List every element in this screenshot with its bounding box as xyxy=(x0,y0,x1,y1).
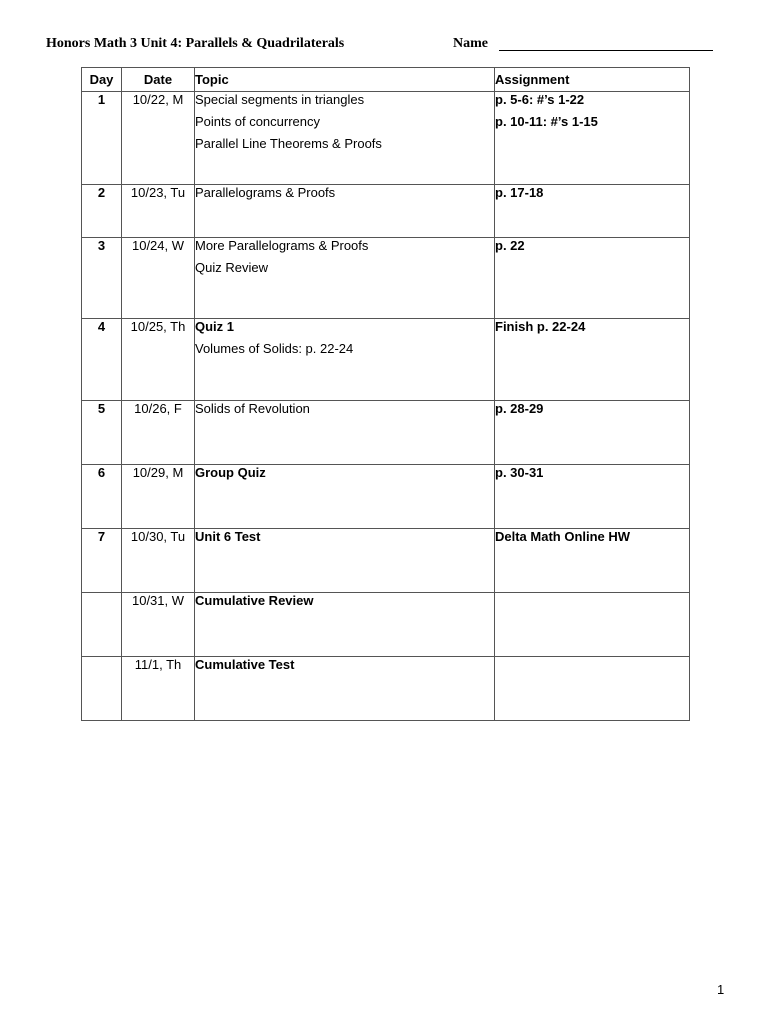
assignment-cell xyxy=(495,238,690,319)
name-blank-line xyxy=(499,50,713,51)
table-row xyxy=(82,92,690,185)
assignment-text: p. 22 xyxy=(495,238,525,253)
date-cell: 10/26, F xyxy=(122,401,195,465)
day-cell: 6 xyxy=(82,465,122,529)
assignment-cell xyxy=(495,465,690,529)
topic-text: Quiz Review xyxy=(195,260,268,275)
assignment-text: p. 17-18 xyxy=(495,185,544,200)
document-title: Honors Math 3 Unit 4: Parallels & Quadrilaterals xyxy=(46,36,345,51)
assignment-text: Delta Math Online HW xyxy=(495,529,631,544)
date-cell: 10/31, W xyxy=(122,593,195,657)
topic-text: Volumes of Solids: p. 22-24 xyxy=(195,341,354,356)
table-row xyxy=(82,529,690,593)
table-row xyxy=(82,593,690,657)
assignment-text: p. 30-31 xyxy=(495,465,544,480)
date-cell: 10/30, Tu xyxy=(122,529,195,593)
schedule-table xyxy=(81,67,690,721)
date-cell: 10/23, Tu xyxy=(122,185,195,238)
day-cell: 7 xyxy=(82,529,122,593)
date-cell: 11/1, Th xyxy=(122,657,195,721)
topic-cell xyxy=(195,657,495,721)
topic-cell xyxy=(195,593,495,657)
day-cell xyxy=(82,657,122,721)
assignment-cell xyxy=(495,593,690,657)
assignment-text: Finish p. 22-24 xyxy=(495,319,586,334)
assignment-cell xyxy=(495,319,690,401)
topic-text: More Parallelograms & Proofs xyxy=(195,238,369,253)
topic-cell xyxy=(195,401,495,465)
table-header-row xyxy=(82,68,690,92)
column-header-date: Date xyxy=(122,68,195,92)
topic-text: Cumulative Test xyxy=(195,657,295,672)
day-cell xyxy=(82,593,122,657)
date-cell: 10/25, Th xyxy=(122,319,195,401)
topic-text: Group Quiz xyxy=(195,465,266,480)
topic-cell xyxy=(195,92,495,185)
assignment-text: p. 28-29 xyxy=(495,401,544,416)
table-row xyxy=(82,465,690,529)
day-cell: 2 xyxy=(82,185,122,238)
topic-cell xyxy=(195,319,495,401)
topic-text: Parallelograms & Proofs xyxy=(195,185,336,200)
schedule-body xyxy=(82,92,690,721)
topic-text: Quiz 1 xyxy=(195,319,235,334)
date-cell: 10/29, M xyxy=(122,465,195,529)
table-row xyxy=(82,319,690,401)
column-header-day: Day xyxy=(82,68,122,92)
table-row xyxy=(82,185,690,238)
topic-cell xyxy=(195,238,495,319)
day-cell: 4 xyxy=(82,319,122,401)
assignment-text: p. 5-6: #’s 1-22 xyxy=(495,92,585,107)
topic-cell xyxy=(195,465,495,529)
assignment-cell xyxy=(495,401,690,465)
topic-text: Points of concurrency xyxy=(195,114,321,129)
assignment-text: p. 10-11: #’s 1-15 xyxy=(495,114,598,129)
column-header-topic: Topic xyxy=(195,68,495,92)
day-cell: 5 xyxy=(82,401,122,465)
day-cell: 1 xyxy=(82,92,122,185)
document-header xyxy=(46,36,714,58)
topic-text: Cumulative Review xyxy=(195,593,314,608)
table-row xyxy=(82,657,690,721)
topic-cell xyxy=(195,529,495,593)
assignment-cell xyxy=(495,529,690,593)
date-cell: 10/22, M xyxy=(122,92,195,185)
day-cell: 3 xyxy=(82,238,122,319)
assignment-cell xyxy=(495,657,690,721)
topic-text: Parallel Line Theorems & Proofs xyxy=(195,136,382,151)
topic-cell xyxy=(195,185,495,238)
table-row xyxy=(82,401,690,465)
topic-text: Unit 6 Test xyxy=(195,529,261,544)
topic-text: Special segments in triangles xyxy=(195,92,365,107)
table-row xyxy=(82,238,690,319)
topic-text: Solids of Revolution xyxy=(195,401,310,416)
assignment-cell xyxy=(495,92,690,185)
page-number: 1 xyxy=(717,982,725,997)
name-label: Name xyxy=(453,36,488,51)
column-header-assignment: Assignment xyxy=(495,68,690,92)
date-cell: 10/24, W xyxy=(122,238,195,319)
assignment-cell xyxy=(495,185,690,238)
